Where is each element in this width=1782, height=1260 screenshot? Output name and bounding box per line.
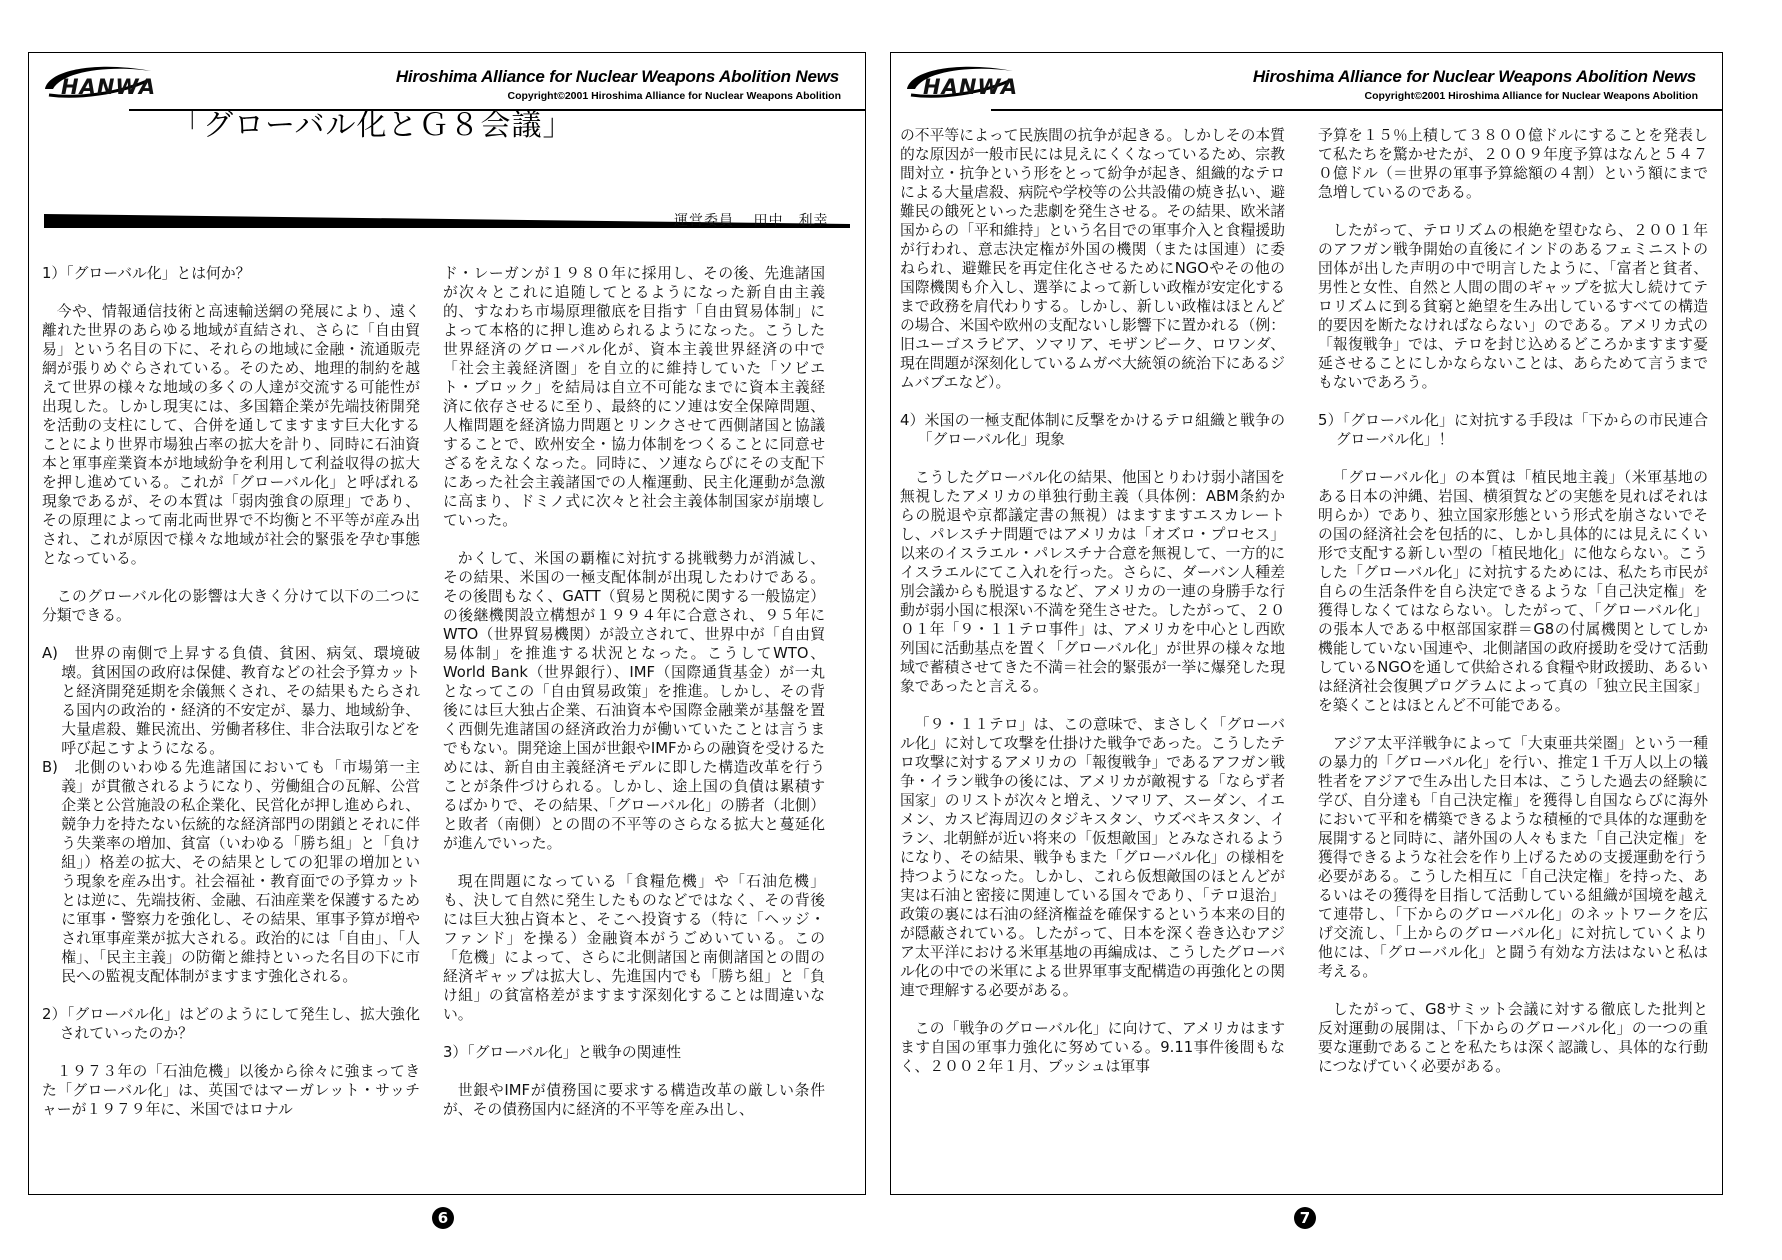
right-page-column-2 bbox=[1318, 126, 1708, 1076]
hanwa-logo bbox=[901, 59, 1019, 101]
paragraph: 世銀やIMFが債務国に要求する構造改革の厳しい条件が、その債務国内に経済的不平等を産み出し、 bbox=[443, 1082, 825, 1118]
article-title: 「グローバル化とＧ８会議」 bbox=[172, 108, 574, 143]
left-page-column-1 bbox=[42, 264, 420, 1119]
page-number-left: 6 bbox=[432, 1207, 454, 1229]
right-page-column-1 bbox=[900, 126, 1285, 1076]
paragraph: 「９・１１テロ」は、この意味で、まさしく「グローバル化」に対して攻撃を仕掛けた戦争であった。こうしたテロ攻撃に対するアメリカの「報復戦争」であるアフガン戦争・イラン戦争の後には、アメリカが敵視する「ならず者国家」のリストが次々と増え、ソマリア、スーダン、イエメン、カスピ海周辺のタジキスタン、ウズベキスタン、イラン、北朝鮮が近い将来の「仮想敵国」とみなされるようになり、その結果、戦争もまた「グローバル化」の様相を持つようになった。しかし、これら仮想敵国のほとんどが実は石油と密接に関連している国々であり、「テロ退治」政策の裏には石油の経済権益を確保するという本来の目的が隠蔽されている。したがって、日本を深く巻き込むアジア太平洋における米軍基地の再編成は、こうしたグローバル化の中での米軍による世界軍事支配構造の再強化との関連で理解する必要がある。 bbox=[900, 716, 1285, 999]
masthead-rule bbox=[991, 109, 1722, 111]
byline-name: 田中 利幸 bbox=[753, 213, 829, 229]
logo-text: HANWA bbox=[61, 75, 157, 99]
paragraph: 今や、情報通信技術と高速輸送網の発展により、遠く離れた世界のあらゆる地域が直結され、さらに「自由貿易」という名目の下に、それらの地域に金融・流通販売網が張りめぐらされている。そのため、地理的制約を越えて世界の様々な地域の多くの人達が交流する可能性が出現した。しかし現実には、多国籍企業が先端技術開発を活動の支柱にして、合併を通してますます巨大化することにより世界市場独占率の拡大を計り、同時に石油資本と軍事産業資本が地域紛争を利用して利益収得の拡大を押し進めている。これが「グローバル化」と呼ばれる現象であるが、その本質は「弱肉強食の原理」であり、その原理によって南北両世界で不均衡と不平等が産み出され、これが原因で様々な地域が社会的緊張を孕む事態となっている。 bbox=[42, 303, 420, 567]
logo-text: HANWA bbox=[923, 75, 1019, 99]
paragraph: こうしたグローバル化の結果、他国とりわけ弱小諸国を無視したアメリカの単独行動主義（具体例：ABM条約からの脱退や京都議定書の無視）はますますエスカレートし、パレスチナ問題ではアメリカは「オズロ・プロセス」以来のイスラエル・パレスチナ合意を無視して、一方的にイスラエルにてこ入れを行った。さらに、ダーバン人種差別会議からも脱退するなど、アメリカの一連の身勝手な行動が弱小国に根深い不満を発生させた。したがって、２００１年「９・１１テロ事件」は、アメリカを中心とし西欧列国に活動基点を置く「グローバル化」が世界の様々な地域で蓄積させてきた不満＝社会的緊張が一挙に爆発した現象であったと言える。 bbox=[900, 469, 1285, 695]
list-item: B) 北側のいわゆる先進諸国においても「市場第一主義」が貫徹されるようになり、労働組合の瓦解、公営企業と公営施設の私企業化、民営化が押し進められ、競争力を持たない伝統的な経済部門の閉鎖とそれに伴う失業率の増加、貧富（いわゆる「勝ち組」と「負け組」）格差の拡大、その結果としての犯罪の増加という現象を産み出す。社会福祉・教育面での予算カットとは逆に、先端技術、金融、石油産業を保護するために軍事・警察力を強化し、その結果、軍事予算が増やされ軍事産業が拡大される。政治的には「自由」、「人権」、「民主主義」の防衛と維持といった名目の下に市民への監視支配体制がますます強化される。 bbox=[42, 759, 420, 985]
masthead-right bbox=[891, 53, 1722, 111]
byline bbox=[660, 210, 828, 230]
page-number-right: 7 bbox=[1294, 1207, 1316, 1229]
paragraph: アジア太平洋戦争によって「大東亜共栄圏」という一種の暴力的「グローバル化」を行い、推定１千万人以上の犠牲者をアジアで生み出した日本は、こうした過去の経験に学び、自分達も「自己決定権」を獲得し自国ならびに海外において平和を構築できるような積極的で具体的な運動を展開すると同時に、諸外国の人々もまた「自己決定権」を獲得できるような社会を作り上げるための支援運動を行う必要がある。こうした相互に「自己決定権」を持った、あるいはその獲得を目指して活動している組織が国境を越えて連帯し、「下からのグローバル化」のネットワークを広げ交流し、「上からのグローバル化」に対抗していくより他には、「グローバル化」と闘う有効な方法はないと私は考える。 bbox=[1318, 735, 1708, 980]
byline-role: 運営委員 bbox=[674, 213, 734, 229]
paragraph: １９７３年の「石油危機」以後から徐々に強まってきた「グローバル化」は、英国ではマーガレット・サッチャーが１９７９年に、米国ではロナル bbox=[42, 1063, 420, 1118]
paragraph: したがって、テロリズムの根絶を望むなら、２００１年のアフガン戦争開始の直後にインドのあるフェミニストの団体が出した声明の中で明言したように、「富者と貧者、男性と女性、自然と人間の間のギャップを拡大し続けてテロリズムに到る貧窮と絶望を生み出しているすべての構造的要因を断たなければならない」のである。アメリカ式の「報復戦争」では、テロを封じ込めるどころかますます憂延させることにしかならないことは、あらためて言うまでもないであろう。 bbox=[1318, 222, 1708, 391]
paragraph: の不平等によって民族間の抗争が起きる。しかしその本質的な原因が一般市民には見えにくくなっているため、宗教間対立・抗争という形をとって紛争が起き、組織的なテロによる大量虐殺、病院や学校等の公共設備の焼き払い、避難民の餓死といった悲劇を発生させる。その結果、欧米諸国からの「平和維持」という名目での軍事介入と食糧援助が行われ、意志決定権が外国の機関（または国連）に委ねられ、避難民を再定住化させるためにNGOやその他の国際機関も介入し、選挙によって新しい政権が安定化するまで政務を肩代わりする。しかし、新しい政権はほとんどの場合、米国や欧州の支配ないし影響下に置かれる（例：旧ユーゴスラビア、ソマリア、モザンビーク、ロワンダ、現在問題が深刻化しているムガベ大統領の統治下にあるジムバブエなど）。 bbox=[900, 127, 1285, 391]
list-item: A) 世界の南側で上昇する負債、貧困、病気、環境破壊。貧困国の政府は保健、教育などの社会予算カットと経済開発延期を余儀無くされ、その結果もたらされる国内の政治的・経済的不安定が、暴力、地域紛争、大量虐殺、難民流出、労働者移住、非合法取引などを呼び起こすようになる。 bbox=[42, 645, 420, 757]
paragraph: かくして、米国の覇権に対抗する挑戦勢力が消滅し、その結果、米国の一極支配体制が出現したわけである。その後間もなく、GATT（貿易と関税に関する一般協定）の後継機関設立構想が１９９４年に合意され、９５年にWTO（世界貿易機関）が設立されて、世界中が「自由貿易体制」を推進する状況となった。こうしてWTO、World Bank（世界銀行）、IMF（国際通貨基金）が一丸となってこの「自由貿易政策」を推進。しかし、その背後には巨大独占企業、石油資本や国際金融業が基盤を置く西側先進諸国の経済政治力が働いていたことは言うまでもない。開発途上国が世銀やIMFからの融資を受けるためには、新自由主義経済モデルに即した構造改革を行うことが条件づけられる。しかし、途上国の負債は累積するばかりで、その結果、「グローバル化」の勝者（北側）と敗者（南側）との間の不平等のさらなる拡大と蔓延化が進んでいった。 bbox=[443, 550, 825, 852]
hanwa-logo bbox=[39, 59, 157, 101]
masthead-copyright: Copyright©2001 Hiroshima Alliance for Nuclear Weapons Abolition bbox=[507, 90, 841, 102]
section-heading: 2）「グローバル化」はどのようにして発生し、拡大強化されていったのか？ bbox=[42, 1006, 420, 1042]
section-heading: 3）「グローバル化」と戦争の関連性 bbox=[443, 1044, 682, 1061]
paragraph: したがって、G8サミット会議に対する徹底した批判と反対運動の展開は、「下からのグローバル化」の一つの重要な運動であることを私たちは深く認識し、具体的な行動につなげていく必要がある。 bbox=[1318, 1001, 1708, 1075]
paragraph: このグローバル化の影響は大きく分けて以下の二つに分類できる。 bbox=[42, 588, 420, 624]
left-page-column-2 bbox=[443, 264, 825, 1119]
paragraph: 「グローバル化」の本質は「植民地主義」（米軍基地のある日本の沖縄、岩国、横須賀などの実態を見ればそれは明らか）であり、独立国家形態という形式を崩さないでその国の経済社会を包括的に、しかし具体的には見えにくい形で支配する新しい型の「植民地化」に他ならない。こうした「グローバル化」に対抗するためには、私たち市民が自らの生活条件を自ら決定できるような「自己決定権」を獲得しなくてはならない。したがって、「グローバル化」の張本人である中枢部国家群＝G8の付属機関としてしか機能していない国連や、北側諸国の政府援助を受けて活動しているNGOを通して供給される食糧や財政援助、あるいは経済社会復興プログラムによって真の「独立民主国家」を築くことはほとんど不可能である。 bbox=[1318, 469, 1708, 714]
paragraph: 予算を１５％上積して３８００億ドルにすることを発表して私たちを驚かせたが、２００９年度予算はなんと５４７０億ドル（＝世界の軍事予算総額の４割）という額にまで急増しているのである。 bbox=[1318, 127, 1708, 201]
paragraph: この「戦争のグローバル化」に向けて、アメリカはますます自国の軍事力強化に努めている。9.11事件後間もなく、２００２年１月、ブッシュは軍事 bbox=[900, 1020, 1285, 1075]
masthead-title: Hiroshima Alliance for Nuclear Weapons Abolition News bbox=[395, 67, 839, 86]
masthead-copyright: Copyright©2001 Hiroshima Alliance for Nuclear Weapons Abolition bbox=[1364, 90, 1698, 102]
paragraph: 現在問題になっている「食糧危機」や「石油危機」も、決して自然に発生したものなどではなく、その背後には巨大独占資本と、そこへ投資する（特に「ヘッジ・ファンド」を操る）金融資本がうごめいている。この「危機」によって、さらに北側諸国と南側諸国との間の経済ギャップは拡大し、先進国内でも「勝ち組」と「負け組」の貧富格差がますます深刻化することは間違いない。 bbox=[443, 873, 825, 1023]
section-heading: 1）「グローバル化」とは何か？ bbox=[42, 265, 251, 282]
paragraph: ド・レーガンが１９８０年に採用し、その後、先進諸国が次々とこれに追随してとるようになった新自由主義的、すなわち市場原理徹底を目指す「自由貿易体制」によって本格的に押し進められるようになった。こうした世界経済のグローバル化が、資本主義世界経済の中で「社会主義経済圏」を自立的に維持していた「ソビエト・ブロック」を結局は自立不可能なまでに資本主義経済に依存させるに至り、最終的にソ連は安全保障問題、人権問題を経済協力問題とリンクさせて西側諸国と協議することで、欧州安全・協力体制をつくることに同意せざるをえなくなった。同時に、ソ連ならびにその支配下にあった社会主義諸国での人権運動、民主化運動が急激に高まり、ドミノ式に次々と社会主義体制国家が崩壊していった。 bbox=[443, 265, 825, 529]
section-heading: 4）米国の一極支配体制に反撃をかけるテロ組織と戦争の「グローバル化」現象 bbox=[900, 412, 1285, 448]
section-heading: 5）「グローバル化」に対抗する手段は「下からの市民連合グローバル化」！ bbox=[1318, 412, 1708, 448]
masthead-title: Hiroshima Alliance for Nuclear Weapons Abolition News bbox=[1252, 67, 1696, 86]
